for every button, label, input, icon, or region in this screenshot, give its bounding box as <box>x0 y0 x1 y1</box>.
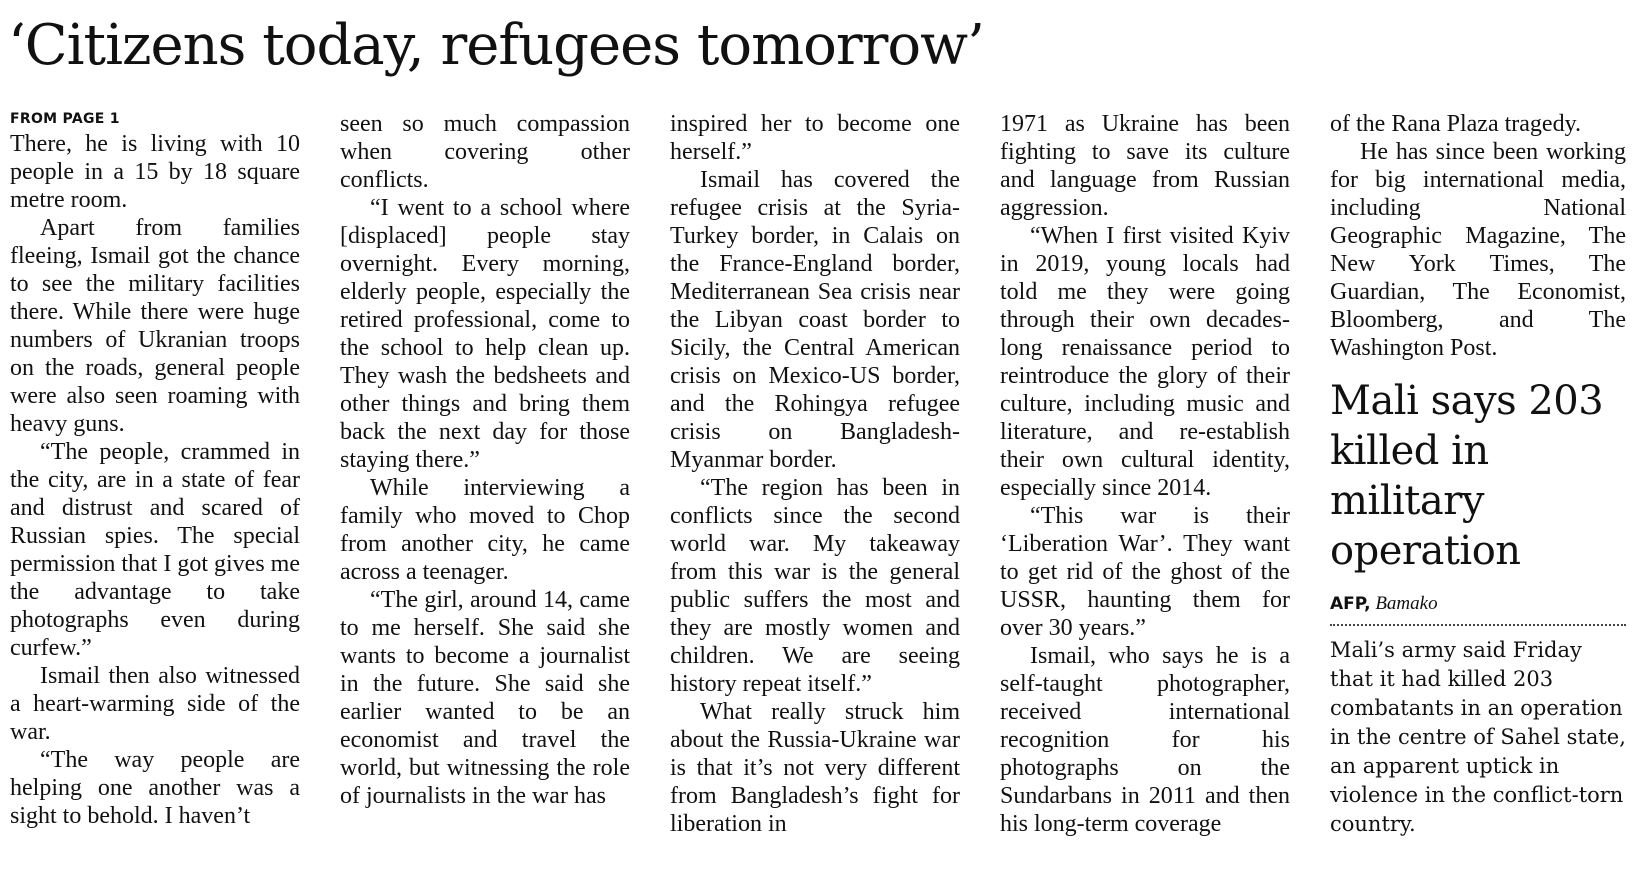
sidebar-headline: Mali says 203 killed in military operation <box>1330 378 1604 574</box>
article-column-1 <box>10 110 300 830</box>
article-column-2 <box>340 110 630 810</box>
article-paragraph: What really struck him about the Russia-Ukraine war is that it’s not very different from Bangladesh’s fight for liberation in <box>670 699 960 837</box>
article-paragraph: 1971 as Ukraine has been fighting to save its culture and language from Russian aggression. <box>1000 111 1290 221</box>
article-paragraph: Apart from families fleeing, Ismail got the chance to see the military facilities there. While there were huge numbers of Ukranian troops on the roads, general people were also seen roaming with heavy guns. <box>10 215 300 437</box>
article-paragraph: “When I first visited Kyiv in 2019, young locals had told me they were going through their own decades-long renaissance period to reintroduce the glory of their culture, including music and literature, and re-establish their own cultural identity, especially since 2014. <box>1000 223 1290 501</box>
article-column-3 <box>670 110 960 838</box>
article-paragraph: Ismail, who says he is a self-taught photographer, received international recognition for his photographs on the Sundarbans in 2011 and then his long-term coverage <box>1000 643 1290 837</box>
article-paragraph: While interviewing a family who moved to Chop from another city, he came across a teenager. <box>340 475 630 585</box>
article-paragraph: seen so much compassion when covering other conflicts. <box>340 111 630 193</box>
sidebar-byline <box>1330 592 1626 626</box>
article-paragraph: “The region has been in conflicts since the second world war. My takeaway from this war is the general public suffers the most and they are mostly women and children. We are seeing history repeat itself.” <box>670 475 960 697</box>
byline-agency: AFP, <box>1330 594 1371 614</box>
article-paragraph: Ismail has covered the refugee crisis at the Syria-Turkey border, in Calais on the France-England border, Mediterranean Sea crisis near the Libyan coast border to Sicily, the Central American crisis on Mexico-US border, and the Rohingya refugee crisis on Bangladesh-Myanmar border. <box>670 167 960 473</box>
page-headline: ‘Citizens today, refugees tomorrow’ <box>8 13 984 78</box>
continuation-kicker: FROM PAGE 1 <box>10 111 120 127</box>
article-paragraph: Ismail then also witnessed a heart-warming side of the war. <box>10 663 300 745</box>
article-paragraph: inspired her to become one herself.” <box>670 111 960 165</box>
byline-place: Bamako <box>1375 593 1438 614</box>
article-paragraph: of the Rana Plaza tragedy. <box>1330 111 1582 137</box>
article-paragraph: “The way people are helping one another was a sight to behold. I haven’t <box>10 747 300 829</box>
article-paragraph: “The people, crammed in the city, are in a state of fear and distrust and scared of Russian spies. The special permission that I got gives me the advantage to take photographs even during curfew.” <box>10 439 300 661</box>
article-paragraph: “This war is their ‘Liberation War’. They want to get rid of the ghost of the USSR, haunting them for over 30 years.” <box>1000 503 1290 641</box>
article-column-4 <box>1000 110 1290 838</box>
article-paragraph: There, he is living with 10 people in a 15 by 18 square metre room. <box>10 131 300 213</box>
sidebar-lede: Mali’s army said Friday that it had killed 203 combatants in an operation in the centre of Sahel state, an apparent uptick in violence in the conflict-torn country. <box>1330 638 1626 836</box>
article-column-5 <box>1330 110 1626 839</box>
article-paragraph: “I went to a school where [displaced] people stay overnight. Every morning, elderly people, especially the retired professional, come to the school to help clean up. They wash the bedsheets and other things and bring them back the next day for those staying there.” <box>340 195 630 473</box>
article-paragraph: “The girl, around 14, came to me herself. She said she wants to become a journalist in the future. She said she earlier wanted to be an economist and travel the world, but witnessing the role of journalists in the war has <box>340 587 630 809</box>
article-paragraph: He has since been working for big international media, including National Geographic Magazine, The New York Times, The Guardian, The Economist, Bloomberg, and The Washington Post. <box>1330 139 1626 361</box>
